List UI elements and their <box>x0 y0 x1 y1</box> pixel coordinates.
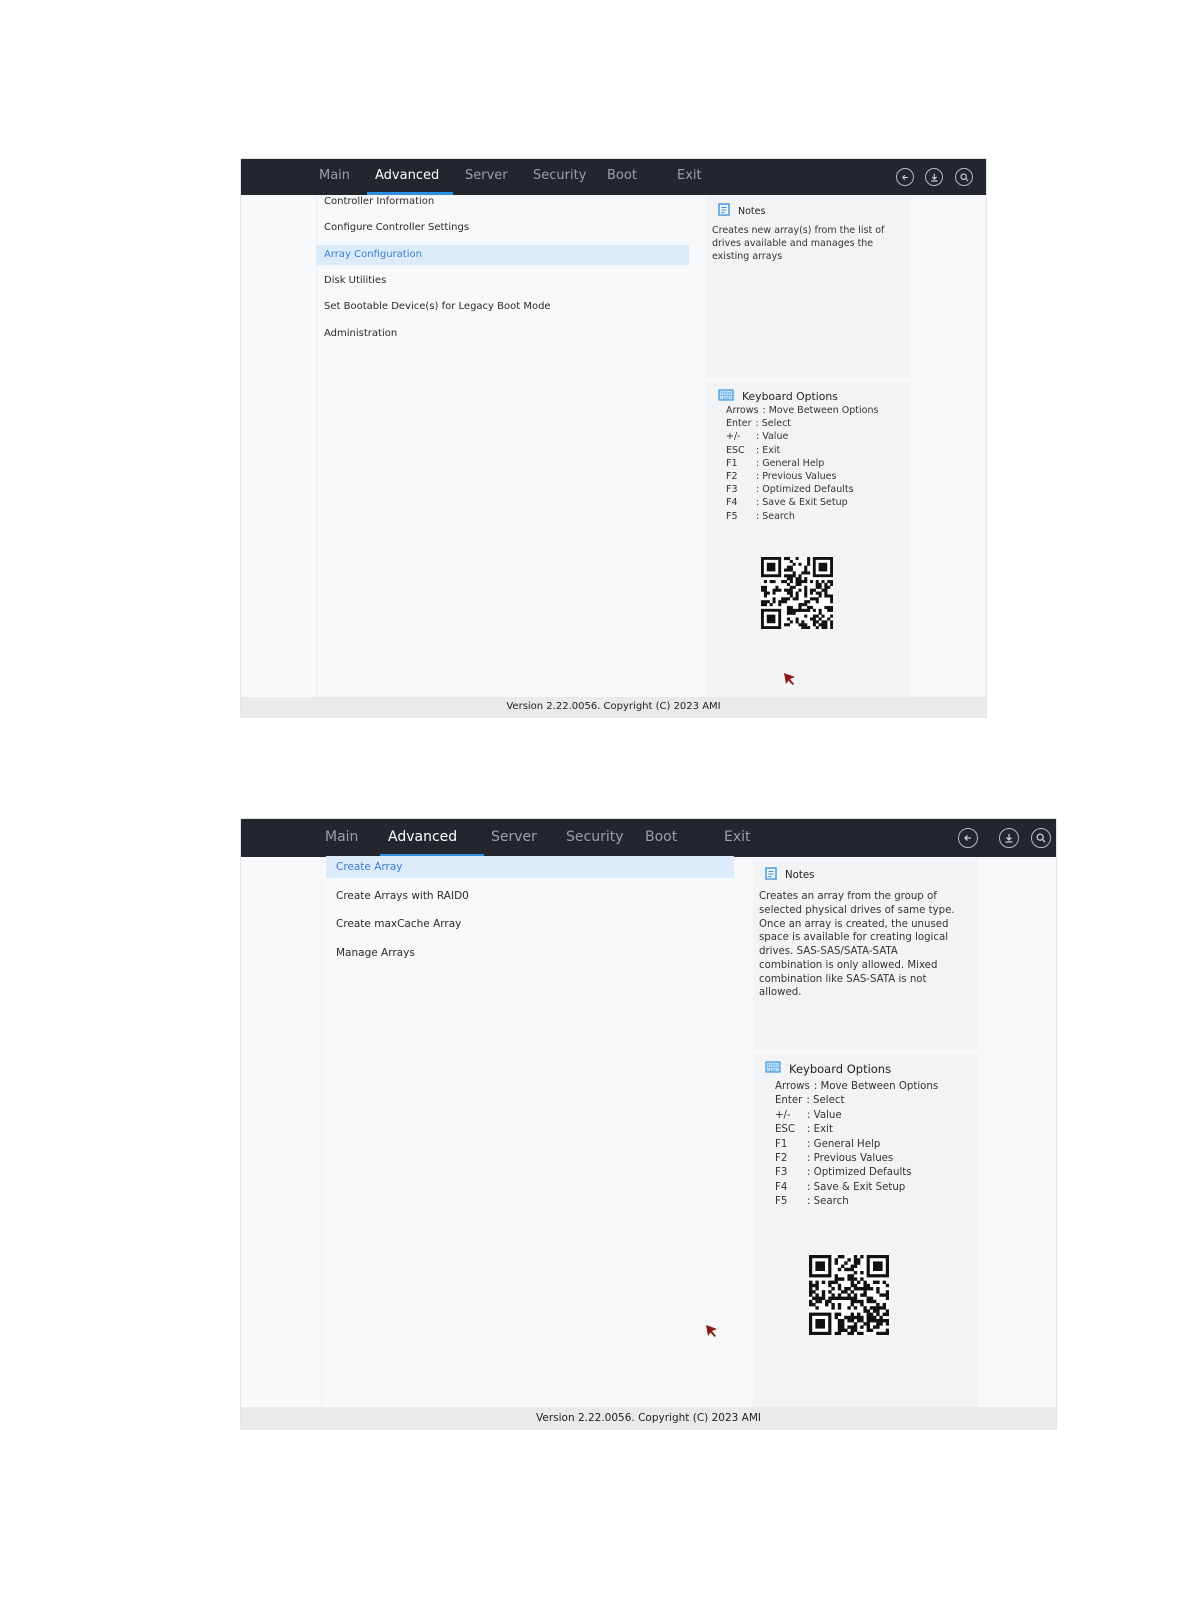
keyboard-options-title <box>765 1061 891 1076</box>
key-name: F1 <box>726 457 738 469</box>
key-description: : Search <box>807 1196 849 1208</box>
search-icon[interactable] <box>955 168 973 186</box>
key-name: F5 <box>775 1196 788 1208</box>
menu-item[interactable]: Create Array <box>326 856 734 878</box>
mouse-cursor-icon <box>705 1323 719 1342</box>
keyboard-option-row <box>775 1081 938 1092</box>
key-name: F3 <box>775 1167 788 1179</box>
key-name: F4 <box>726 497 738 509</box>
menu-item[interactable]: Controller Information <box>324 196 435 207</box>
keyboard-options-panel <box>753 1055 978 1409</box>
key-description: : Move Between Options <box>813 1081 939 1092</box>
keyboard-options-title <box>718 389 838 404</box>
menu-item[interactable]: Create Arrays with RAID0 <box>336 889 469 902</box>
version-footer: Version 2.22.0056. Copyright (C) 2023 AMI <box>241 697 986 717</box>
top-menu-bar <box>241 819 1056 857</box>
keyboard-option-row <box>726 511 795 522</box>
key-description: : Move Between Options <box>762 405 879 416</box>
keyboard-option-row <box>726 484 854 495</box>
top-menu-bar <box>241 159 986 195</box>
key-description: : Select <box>755 418 792 430</box>
key-description: : Save & Exit Setup <box>807 1181 906 1193</box>
key-name: F1 <box>775 1138 788 1150</box>
keyboard-option-row <box>726 471 836 482</box>
key-name: ESC <box>726 444 745 456</box>
left-margin-area <box>241 195 317 697</box>
notes-panel <box>753 857 978 1049</box>
menu-item[interactable]: Manage Arrays <box>336 946 415 959</box>
tab-advanced[interactable] <box>388 819 476 857</box>
keyboard-icon <box>765 1061 781 1076</box>
key-description: : Optimized Defaults <box>756 484 854 496</box>
left-margin-area <box>241 857 322 1407</box>
keyboard-options-panel <box>706 383 911 697</box>
qr-code <box>761 557 833 629</box>
keyboard-option-row <box>775 1182 905 1193</box>
search-icon[interactable] <box>1031 828 1051 848</box>
key-description: : Previous Values <box>807 1153 894 1164</box>
key-name: Arrows <box>775 1081 810 1092</box>
keyboard-options-title-text: Keyboard Options <box>789 1061 892 1076</box>
tab-label: Boot <box>645 829 678 845</box>
menu-item[interactable]: Create maxCache Array <box>336 918 462 931</box>
key-name: F4 <box>775 1181 788 1193</box>
tab-label: Main <box>325 829 359 845</box>
keyboard-option-row <box>726 445 780 456</box>
tab-label: Server <box>491 829 537 845</box>
notes-title <box>765 867 814 883</box>
keyboard-option-row <box>775 1124 833 1135</box>
keyboard-option-row <box>775 1095 844 1106</box>
keyboard-icon <box>718 389 734 404</box>
menu-item[interactable]: Array Configuration <box>316 245 689 265</box>
keyboard-option-row <box>775 1196 849 1207</box>
keyboard-option-row <box>775 1110 842 1121</box>
key-name: Enter <box>775 1095 803 1107</box>
key-description: : Value <box>756 431 789 443</box>
key-name: F2 <box>726 471 738 482</box>
keyboard-option-row <box>775 1167 912 1178</box>
key-name: ESC <box>775 1124 796 1136</box>
bios-screen-1 <box>240 158 987 718</box>
back-icon[interactable] <box>896 168 914 186</box>
notes-icon <box>718 203 730 219</box>
key-description: : General Help <box>756 457 825 469</box>
key-name: +/- <box>726 431 741 443</box>
menu-item[interactable]: Administration <box>324 327 398 339</box>
key-description: : Search <box>756 510 795 522</box>
menu-item[interactable]: Disk Utilities <box>324 274 387 286</box>
tab-label: Security <box>566 829 624 845</box>
tab-label: Main <box>319 168 351 183</box>
key-name: F2 <box>775 1153 788 1164</box>
tab-label: Boot <box>607 168 637 183</box>
key-description: : Exit <box>756 444 781 456</box>
notes-text: Creates new array(s) from the list of drives available and manages the existing arrays <box>712 225 885 262</box>
tab-label: Advanced <box>388 829 458 845</box>
key-name: F3 <box>726 484 738 496</box>
notes-panel <box>706 195 911 377</box>
menu-item[interactable]: Set Bootable Device(s) for Legacy Boot Mode <box>324 301 551 313</box>
keyboard-options-title-text: Keyboard Options <box>742 390 838 403</box>
tab-label: Server <box>465 168 508 183</box>
keyboard-option-row <box>726 405 878 416</box>
keyboard-option-row <box>726 418 791 429</box>
bios-screen-2 <box>240 818 1057 1430</box>
notes-title <box>718 203 765 219</box>
notes-icon <box>765 867 777 883</box>
keyboard-option-row <box>726 497 848 508</box>
tab-advanced[interactable] <box>375 159 445 195</box>
menu-item[interactable]: Configure Controller Settings <box>324 222 470 234</box>
key-description: : Optimized Defaults <box>807 1167 912 1179</box>
notes-text: Creates an array from the group of selected physical drives of same type. Once an array is created, the unused space is available for creating logical drives. SAS-SAS/SATA-SATA combination is only allowed. Mixed combination like SAS-SATA is not allowed. <box>759 891 955 999</box>
keyboard-option-row <box>726 458 824 469</box>
notes-title-text: Notes <box>785 869 815 881</box>
key-name: +/- <box>775 1109 791 1121</box>
key-description: : Save & Exit Setup <box>756 497 848 509</box>
tab-label: Exit <box>677 168 702 183</box>
keyboard-option-row <box>775 1153 893 1164</box>
back-icon[interactable] <box>958 828 978 848</box>
key-description: : Value <box>807 1109 842 1121</box>
keyboard-option-row <box>775 1139 880 1150</box>
key-name: Enter <box>726 418 752 430</box>
save-icon[interactable] <box>999 828 1019 848</box>
key-description: : Previous Values <box>756 471 837 482</box>
tab-label: Advanced <box>375 168 440 183</box>
key-description: : Exit <box>807 1124 833 1136</box>
version-footer: Version 2.22.0056. Copyright (C) 2023 AMI <box>241 1407 1056 1429</box>
key-name: F5 <box>726 510 738 522</box>
tab-label: Security <box>533 168 587 183</box>
key-description: : Select <box>806 1095 845 1107</box>
key-description: : General Help <box>807 1138 881 1150</box>
notes-title-text: Notes <box>738 205 766 217</box>
mouse-cursor-icon <box>783 671 797 690</box>
qr-code <box>809 1255 889 1335</box>
key-name: Arrows <box>726 405 759 416</box>
tab-label: Exit <box>724 829 751 845</box>
save-icon[interactable] <box>925 168 943 186</box>
keyboard-option-row <box>726 431 788 442</box>
